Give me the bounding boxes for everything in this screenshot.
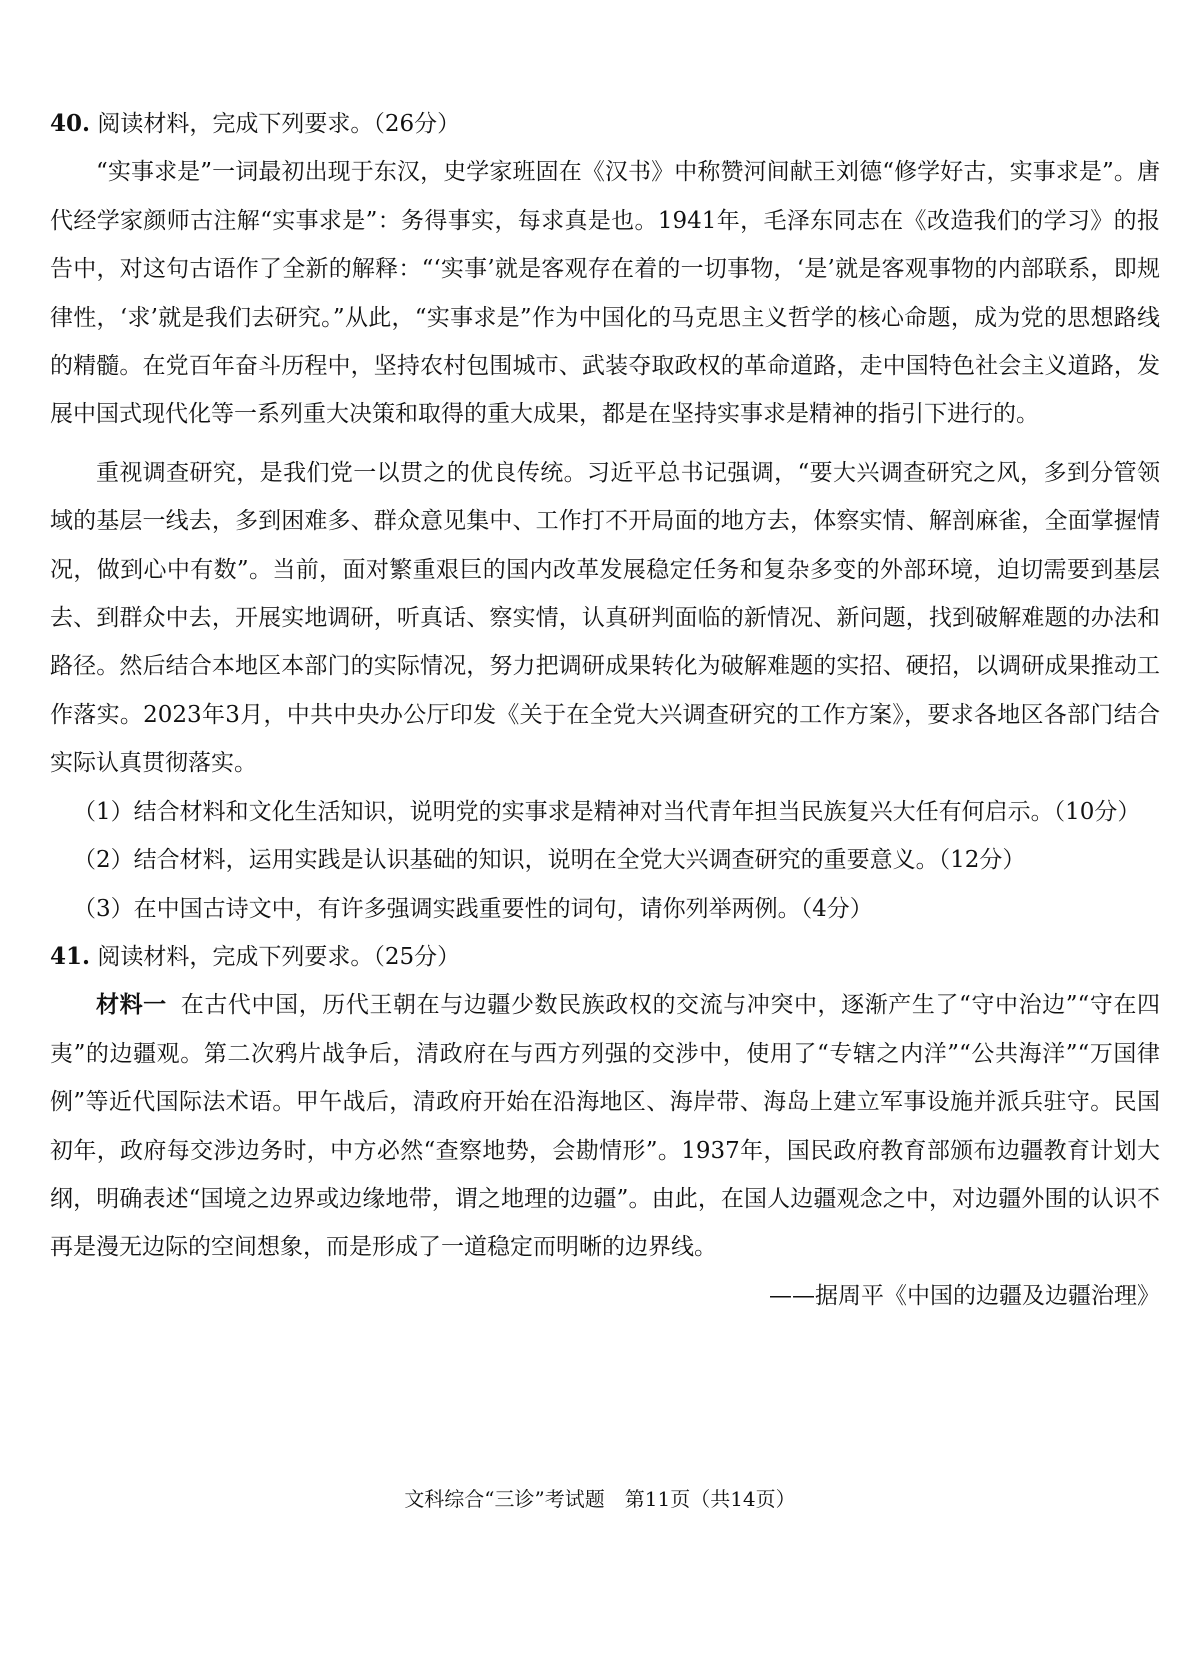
question-41-heading [50,933,1160,981]
material-text: 在古代中国，历代王朝在与边疆少数民族政权的交流与冲突中，逐渐产生了“守中治边”“守在四夷”的边疆观。第二次鸦片战争后，清政府在与西方列强的交涉中，使用了“专辖之内洋”“公共海洋”“万国律例”等近代国际法术语。甲午战后，清政府开始在沿海地区、海岸带、海岛上建立军事设施并派兵驻守。民国初年，政府每交涉边务时，中方必然“查察地势，会勘情形”。1937年，国民政府教育部颁布边疆教育计划大纲，明确表述“国境之边界或边缘地带，谓之地理的边疆”。由此，在国人边疆观念之中，对边疆外围的认识不再是漫无边际的空间想象，而是形成了一道稳定而明晰的边界线。 [50,992,1161,1261]
question-instruction: 阅读材料，完成下列要求。（25分） [97,943,461,970]
subquestion-2: （2）结合材料，运用实践是认识基础的知识，说明在全党大兴调查研究的重要意义。（12分） [73,847,1026,874]
page-footer: 文科综合“三诊”考试题 第11页（共14页） [404,1487,796,1511]
subquestion-3: （3）在中国古诗文中，有许多强调实践重要性的词句，请你列举两例。（4分） [73,895,873,922]
question-40-heading [50,100,1160,148]
paragraph-gap [50,439,1160,449]
question-number: 41. [50,942,91,970]
material-paragraph: “实事求是”一词最初出现于东汉，史学家班固在《汉书》中称赞河间献王刘德“修学好古，实事求是”。唐代经学家颜师古注解“实事求是”：务得事实，每求真是也。1941年，毛泽东同志在《改造我们的学习》的报告中，对这句古语作了全新的解释：“‘实事’就是客观存在着的一切事物，‘是’就是客观事物的内部联系，即规律性，‘求’就是我们去研究。”从此，“实事求是”作为中国化的马克思主义哲学的核心命题，成为党的思想路线的精髓。在党百年奋斗历程中，坚持农村包围城市、武装夺取政权的革命道路，走中国特色社会主义道路，发展中国式现代化等一系列重大决策和取得的重大成果，都是在坚持实事求是精神的指引下进行的。 [50,159,1160,428]
exam-page [50,100,1160,1320]
question-instruction: 阅读材料，完成下列要求。（26分） [97,111,461,137]
material-one [50,981,1160,1271]
material-source: ——据周平《中国的边疆及边疆治理》 [769,1282,1160,1309]
material-paragraph: 重视调查研究，是我们党一以贯之的优良传统。习近平总书记强调，“要大兴调查研究之风，多到分管领域的基层一线去，多到困难多、群众意见集中、工作打不开局面的地方去，体察实情、解剖麻雀，全面掌握情况，做到心中有数”。当前，面对繁重艰巨的国内改革发展稳定任务和复杂多变的外部环境，迫切需要到基层去、到群众中去，开展实地调研，听真话、察实情，认真研判面临的新情况、新问题，找到破解难题的办法和路径。然后结合本地区本部门的实际情况，努力把调研成果转化为破解难题的实招、硬招，以调研成果推动工作落实。2023年3月，中共中央办公厅印发《关于在全党大兴调查研究的工作方案》，要求各地区各部门结合实际认真贯彻落实。 [50,459,1160,777]
subquestion-1: （1）结合材料和文化生活知识，说明党的实事求是精神对当代青年担当民族复兴大任有何启示。（10分） [73,798,1141,825]
material-label: 材料一 [96,991,167,1019]
question-number: 40. [50,110,91,137]
